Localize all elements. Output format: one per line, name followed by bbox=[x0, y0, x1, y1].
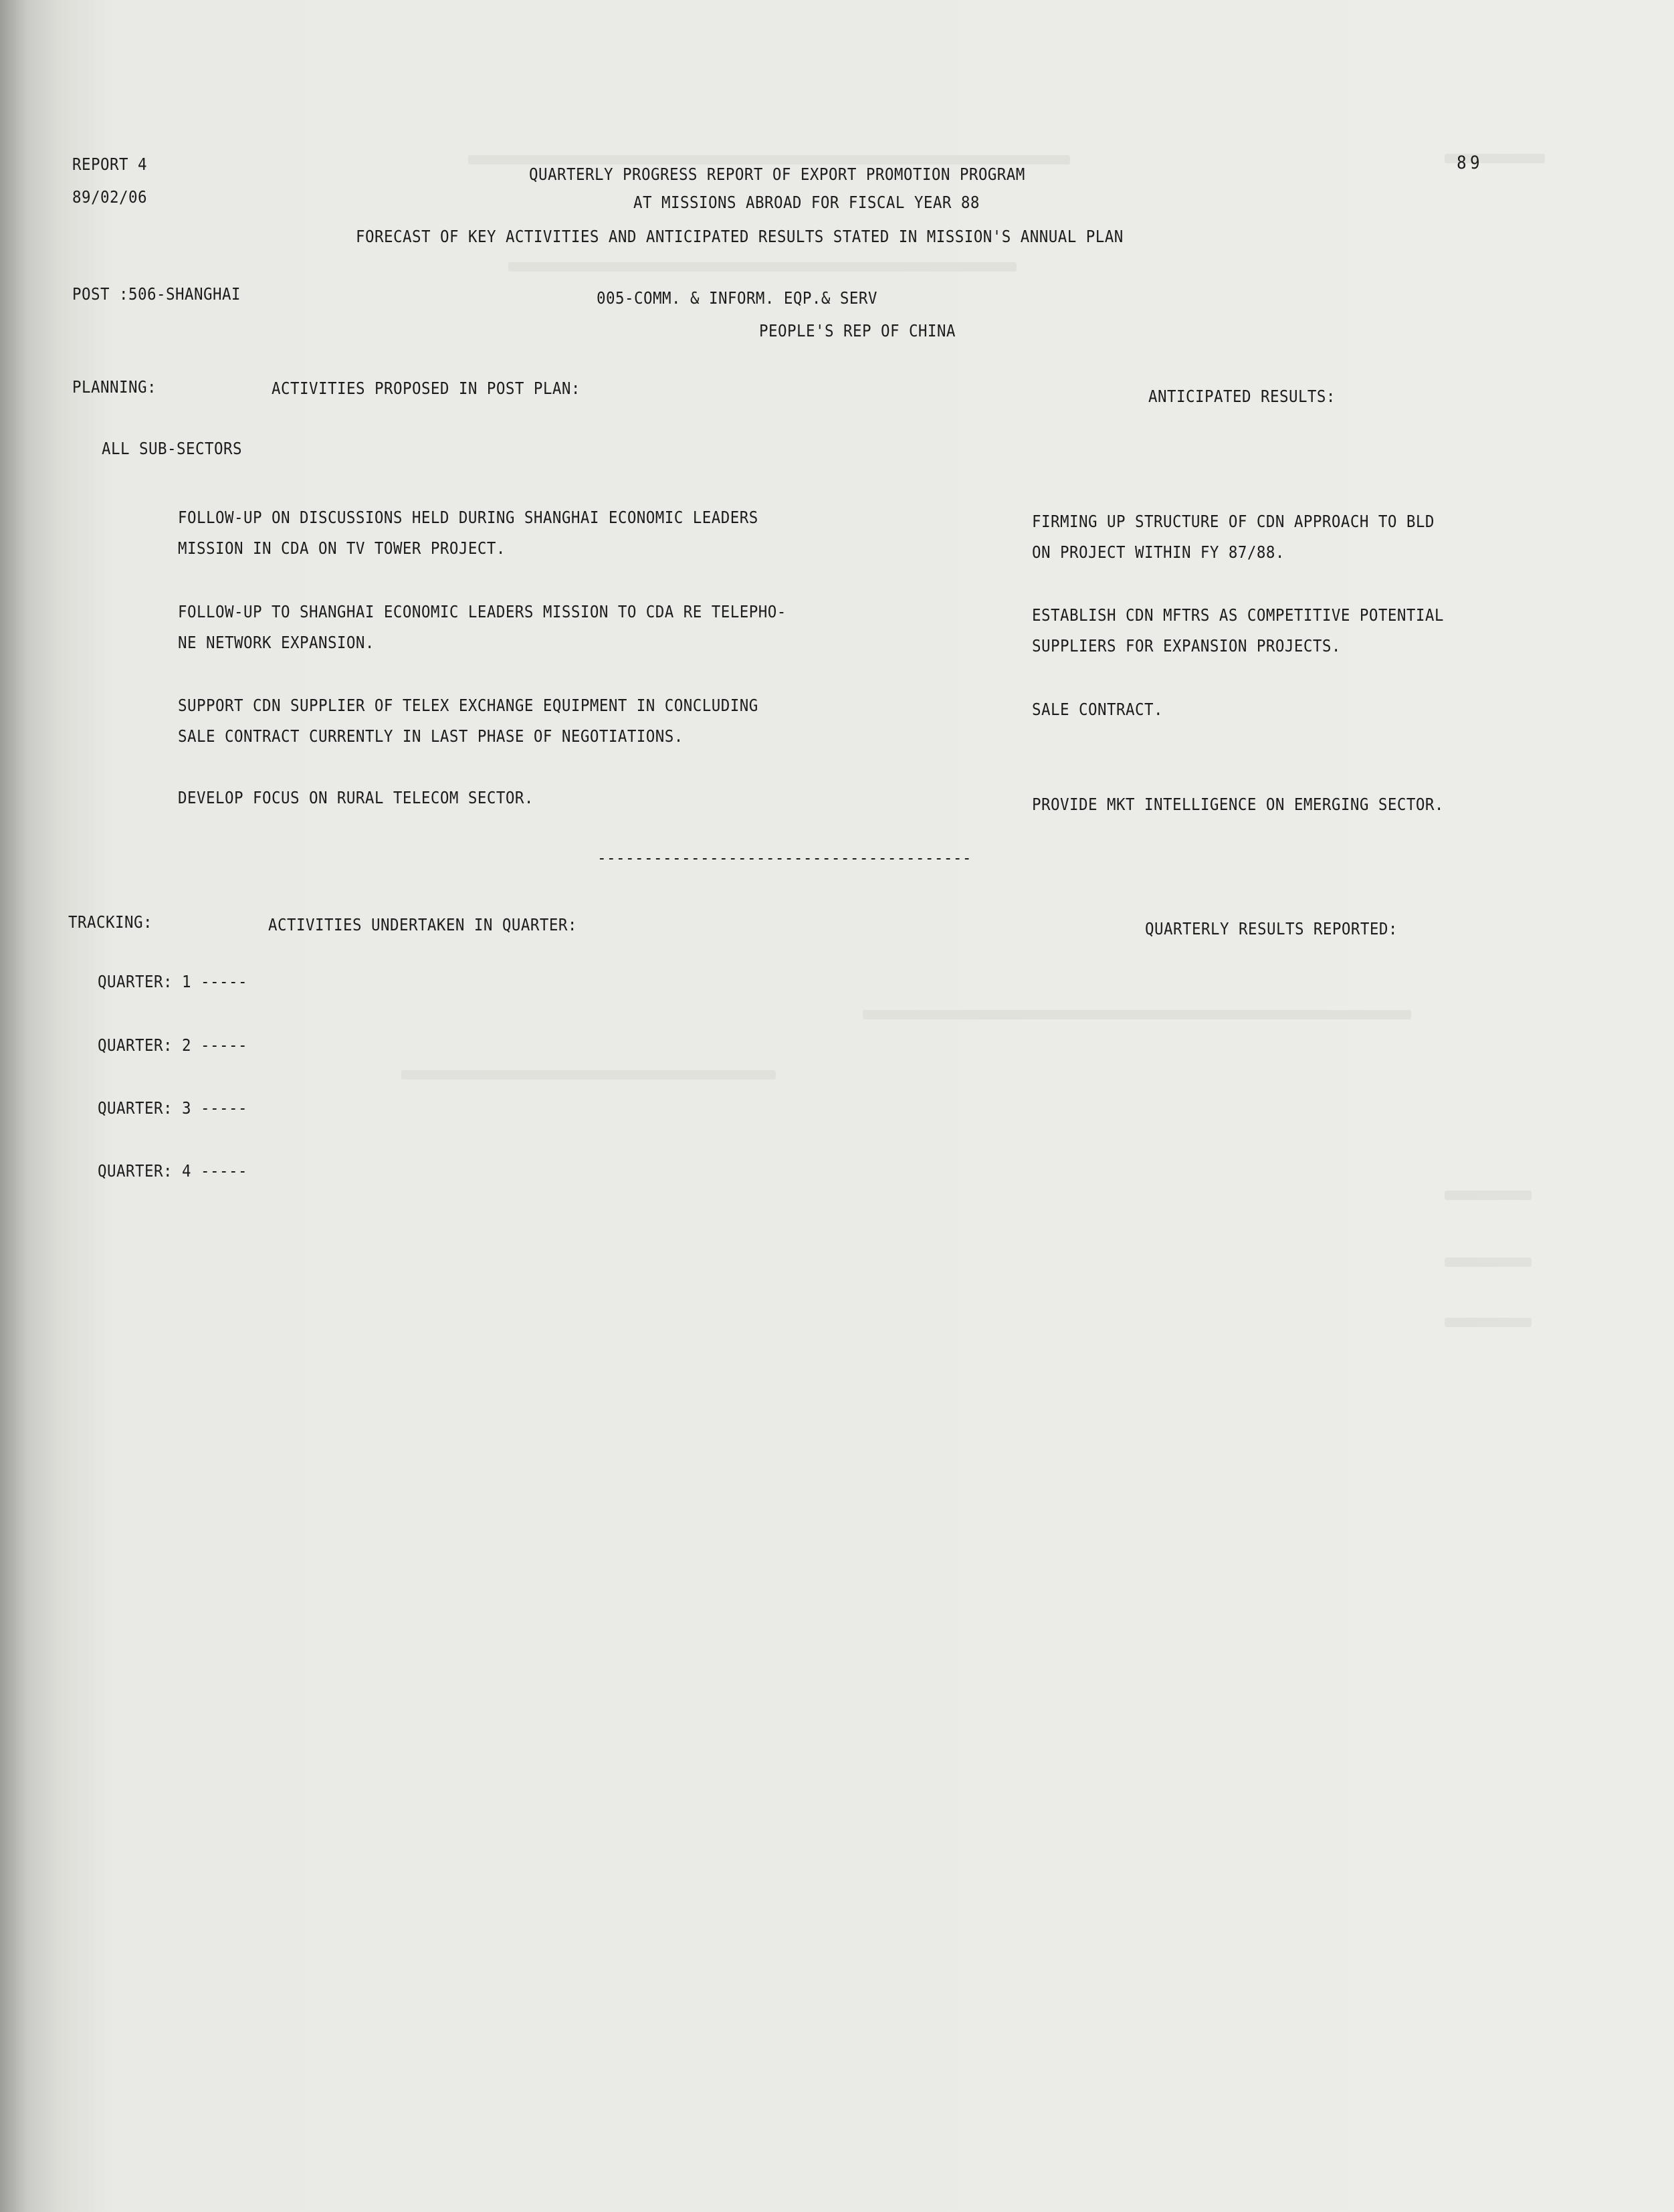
country-label: PEOPLE'S REP OF CHINA bbox=[759, 321, 956, 340]
planning-activity-3: SUPPORT CDN SUPPLIER OF TELEX EXCHANGE EQUIPMENT IN CONCLUDING SALE CONTRACT CURRENTLY IN LAST PHASE OF NEGOTIATIONS. bbox=[178, 696, 758, 746]
planning-result-1: FIRMING UP STRUCTURE OF CDN APPROACH TO BLD ON PROJECT WITHIN FY 87/88. bbox=[1032, 512, 1435, 562]
tracking-results-heading: QUARTERLY RESULTS REPORTED: bbox=[1145, 919, 1398, 938]
planning-activity-1: FOLLOW-UP ON DISCUSSIONS HELD DURING SHANGHAI ECONOMIC LEADERS MISSION IN CDA ON TV TOWER PROJECT. bbox=[178, 508, 758, 558]
bleed-through-mark bbox=[508, 262, 1017, 272]
quarter-3: QUARTER: 3 ----- bbox=[98, 1098, 247, 1118]
post-label: POST :506-SHANGHAI bbox=[72, 284, 241, 304]
quarter-1: QUARTER: 1 ----- bbox=[98, 972, 247, 991]
report-date: 89/02/06 bbox=[72, 187, 147, 207]
subsector-heading: ALL SUB-SECTORS bbox=[102, 439, 242, 458]
planning-result-2: ESTABLISH CDN MFTRS AS COMPETITIVE POTENTIAL SUPPLIERS FOR EXPANSION PROJECTS. bbox=[1032, 605, 1444, 656]
section-separator: ---------------------------------------- bbox=[597, 848, 972, 868]
planning-label: PLANNING: bbox=[72, 377, 156, 397]
planning-activity-4: DEVELOP FOCUS ON RURAL TELECOM SECTOR. bbox=[178, 788, 534, 807]
bleed-through-mark bbox=[863, 1010, 1411, 1019]
bleed-through-mark bbox=[401, 1070, 776, 1080]
bleed-through-mark bbox=[1445, 1318, 1532, 1327]
report-number: REPORT 4 bbox=[72, 155, 147, 174]
bleed-through-mark bbox=[1445, 1191, 1532, 1200]
bleed-through-mark bbox=[468, 155, 1070, 165]
tracking-label: TRACKING: bbox=[68, 912, 152, 932]
planning-result-3: SALE CONTRACT. bbox=[1032, 700, 1163, 719]
sector-label: 005-COMM. & INFORM. EQP.& SERV bbox=[597, 288, 877, 308]
planning-result-4: PROVIDE MKT INTELLIGENCE ON EMERGING SECTOR. bbox=[1032, 795, 1444, 814]
tracking-activities-heading: ACTIVITIES UNDERTAKEN IN QUARTER: bbox=[268, 915, 577, 934]
planning-results-heading: ANTICIPATED RESULTS: bbox=[1148, 387, 1336, 406]
quarter-2: QUARTER: 2 ----- bbox=[98, 1035, 247, 1055]
planning-activity-2: FOLLOW-UP TO SHANGHAI ECONOMIC LEADERS MISSION TO CDA RE TELEPHO- NE NETWORK EXPANSION. bbox=[178, 602, 787, 652]
quarter-4: QUARTER: 4 ----- bbox=[98, 1161, 247, 1181]
report-title-line1: QUARTERLY PROGRESS REPORT OF EXPORT PROMOTION PROGRAM bbox=[529, 165, 1025, 184]
planning-activities-heading: ACTIVITIES PROPOSED IN POST PLAN: bbox=[272, 379, 581, 398]
page-number: 89 bbox=[1457, 153, 1484, 173]
report-title-line3: FORECAST OF KEY ACTIVITIES AND ANTICIPATED RESULTS STATED IN MISSION'S ANNUAL PLAN bbox=[356, 227, 1124, 246]
report-title-line2: AT MISSIONS ABROAD FOR FISCAL YEAR 88 bbox=[633, 193, 980, 212]
bleed-through-mark bbox=[1445, 1258, 1532, 1267]
